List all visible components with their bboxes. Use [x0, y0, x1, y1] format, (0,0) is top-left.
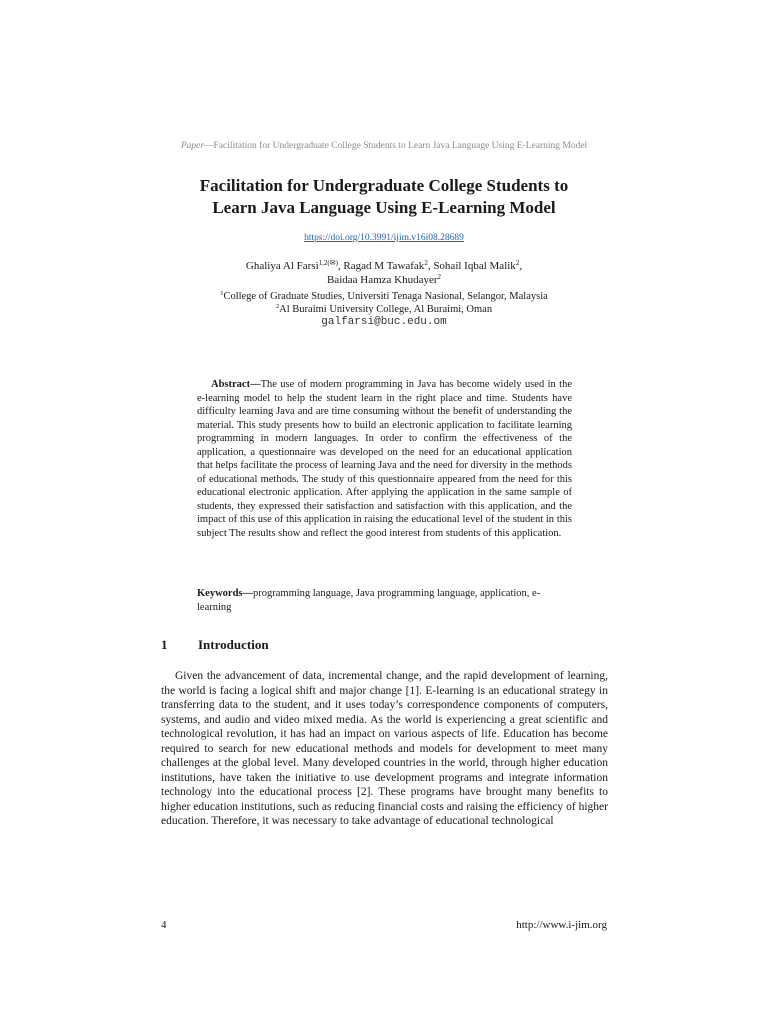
footer-url[interactable]: http://www.i-jim.org — [516, 919, 607, 931]
affiliations — [0, 290, 768, 329]
paper-title-line-2: Learn Java Language Using E-Learning Model — [212, 198, 556, 217]
author-name: Ghaliya Al Farsi — [245, 260, 319, 272]
section-title: Introduction — [198, 637, 269, 652]
affiliation-text: Al Buraimi University College, Al Buraimi, Oman — [279, 304, 493, 315]
author-name: Ragad M Tawafak — [343, 260, 425, 272]
affiliation-superscript: 2 — [275, 303, 280, 310]
affiliation-1 — [0, 290, 768, 303]
abstract — [197, 378, 572, 540]
author-separator: , — [519, 260, 523, 272]
running-header-title: —Facilitation for Undergraduate College Students to Learn Java Language Using E-Learning Model — [204, 141, 588, 151]
author-name: Sohail Iqbal Malik — [433, 260, 516, 272]
keywords-text: programming language, Java programming language, application, e-learning — [197, 588, 541, 613]
introduction-paragraph: Given the advancement of data, incremental change, and the rapid development of learning, the world is facing a logical shift and major change [1]. E-learning is an educational strategy in transferring data to the student, and it uses today’s correspondence components of computers, systems, and audio and video mixed media. As the world is experiencing a great scientific and technological revolution, it has had an impact on various aspects of life. Education has become required to search for new educational methods and models for development to meet many challenges at the global level. Many developed countries in the world, through higher education institutions, have taken the initiative to use development programs and integrate information technology into the educational process [2]. These programs have brought many benefits to higher education institutions, such as reducing financial costs and raising the efficiency of higher education. Therefore, it was necessary to take advantage of educational technological — [161, 670, 608, 827]
keywords-label: Keywords— — [197, 588, 253, 599]
keywords — [197, 587, 572, 614]
author-superscript: 2 — [515, 259, 520, 267]
affiliation-superscript: 1 — [220, 290, 224, 297]
abstract-label: Abstract— — [211, 379, 261, 390]
author-separator: , — [427, 260, 434, 272]
author-separator: , — [337, 260, 344, 272]
running-header-paper-label: Paper — [180, 141, 205, 151]
affiliation-2 — [0, 303, 768, 316]
author-superscript: 2 — [424, 259, 428, 267]
author-line-1 — [0, 259, 768, 273]
page-number: 4 — [161, 919, 167, 931]
section-heading-introduction — [161, 637, 269, 653]
author-superscript: 2 — [437, 273, 442, 281]
author-list — [0, 259, 768, 287]
author-superscript: 1,2(✉) — [318, 259, 338, 267]
abstract-text: The use of modern programming in Java has become widely used in the e-learning model to help the student learn in the right place and time. Students have difficulty learning Java and are time consuming without the benefit of understanding the material. This study presents how to build an electronic application to facilitate learning programming in modern languages. In order to confirm the effectiveness of the application, a questionnaire was developed on the need for an educational application that helps facilitate the process of learning Java and the need for diversity in the methods of educational methods. The study of this questionnaire appeared from the need for this educational electronic application. After applying the application in the same sample of students, they expressed their satisfaction and satisfaction with this application, and the impact of this use of this application in raising the educational level of the student in this subject The results show and reflect the good interest from students of this application. — [197, 379, 572, 539]
author-name: Baidaa Hamza Khudayer — [326, 274, 438, 286]
doi-link[interactable]: https://doi.org/10.3991/ijim.v16i08.28689 — [304, 233, 464, 243]
affiliation-text: College of Graduate Studies, Universiti Tenaga Nasional, Selangor, Malaysia — [223, 291, 548, 302]
running-header — [0, 141, 768, 151]
paper-title-line-1: Facilitation for Undergraduate College Students to — [199, 176, 569, 195]
introduction-body — [161, 669, 608, 829]
doi-row — [0, 233, 768, 243]
section-number: 1 — [161, 637, 168, 652]
paper-title — [0, 175, 768, 219]
author-line-2 — [0, 273, 768, 287]
author-email[interactable]: galfarsi@buc.edu.om — [321, 316, 447, 328]
